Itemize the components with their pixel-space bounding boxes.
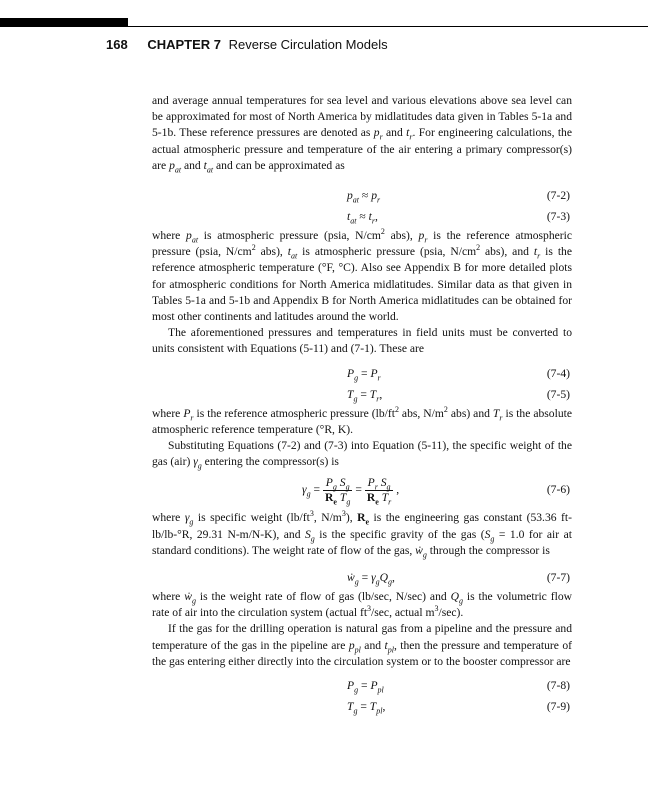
equation — [152, 470, 572, 510]
equation-number: (7-4) — [546, 366, 570, 380]
equation-number: (7-8) — [546, 679, 570, 693]
equation-body: $t_{at} \approx t_r$, — [347, 210, 378, 226]
equation — [152, 186, 572, 207]
equation-body: $P_g = P_r$ — [347, 366, 381, 382]
paragraph: where $P_r$ is the reference atmospheric pressure ($lb/ft^2$ abs, $N/m^2$ abs) and $T_r$ is the absolute atmospheric reference temperature (°R, K). — [152, 404, 572, 436]
page-number: 168 — [106, 37, 128, 52]
equation — [152, 676, 572, 697]
equation — [152, 568, 572, 589]
equation — [152, 364, 572, 385]
header-rule-bar — [0, 18, 128, 27]
paragraph: Substituting Equations (7-2) and (7-3) into Equation (5-11), the specific weight of the gas (air) $\gamma_g$ entering the compressor(s) is — [152, 439, 572, 471]
paragraph: where $\gamma_g$ is specific weight ($lb/ft^3$, $N/m^3$), $R_e$ is the engineering gas constant (53.36 ft-lb/lb-°R, 29.31 N-m/N-K), and $S_g$ is the specific gravity of the gas ($S_g = 1.0$ for air at standard conditions). The weight rate of flow of the gas, ẇ$_g$ through the compressor is — [152, 509, 572, 560]
equation-body: ẇ$_g$ = $\gamma_gQ_g$, — [347, 571, 395, 587]
equation-number: (7-3) — [546, 210, 570, 224]
running-header — [106, 37, 388, 52]
chapter-title: Reverse Circulation Models — [228, 37, 388, 52]
equation-body: $P_g = P_{pl}$ — [347, 679, 384, 695]
page-body — [152, 93, 572, 718]
equation-number: (7-5) — [546, 387, 570, 401]
paragraph: where $p_{at}$ is atmospheric pressure (psia, $N/cm^2$ abs), $p_r$ is the reference atmospheric pressure (psia, $N/cm^2$ abs), $t_{at}$ is atmospheric pressure (psia, $N/cm^2$ abs), and $t_r$ is the reference atmospheric temperature (°F, °C). Also see Appendix B for more detailed plots for atmospheric conditions for North America midlatitudes. Similar data as that given in Tables 5-1a and 5-1b and Appendix B for North America midlatitudes can be obtained for most other continents and latitudes around the world. — [152, 227, 572, 324]
equation-number: (7-2) — [546, 189, 570, 203]
equation-body: $p_{at} \approx p_r$ — [347, 189, 381, 205]
paragraph: If the gas for the drilling operation is natural gas from a pipeline and the pressure and temperature of the gas in the pipeline are $p_{pl}$ and $t_{pl}$, then the pressure and temperature of the gas entering either directly into the circulation system or to the booster compressor are — [152, 622, 572, 668]
equation — [152, 697, 572, 718]
paragraph: The aforementioned pressures and temperatures in field units must be converted to units consistent with Equations (5-11) and (7-1). These are — [152, 326, 572, 356]
paragraph: and average annual temperatures for sea level and various elevations above sea level can be approximated for most of North America by midlatitudes data given in Tables 5-1a and 5-1b. These reference pressures are denoted as $p_r$ and $t_r$. For engineering calculations, the actual atmospheric pressure and temperature of the air entering a primary compressor(s) are $p_{at}$ and $t_{at}$ and can be approximated as — [152, 94, 572, 175]
equation-number: (7-9) — [546, 700, 570, 714]
equation-body: $\gamma_g$ = $P_g$ $S_g$ $R_e$ $T_g$ = $P_r$ $S_g$ $R_e$ $T_r$ , — [302, 475, 400, 507]
header-rule-line — [128, 26, 648, 27]
equation — [152, 385, 572, 406]
chapter-label: CHAPTER 7 — [147, 37, 222, 52]
equation — [152, 207, 572, 228]
equation-body: $T_g = T_r$, — [347, 387, 383, 403]
equation-number: (7-7) — [546, 571, 570, 585]
equation-number: (7-6) — [546, 483, 570, 497]
equation-body: $T_g = T_{pl}$, — [347, 700, 386, 716]
paragraph: where ẇ$_g$ is the weight rate of flow of gas (lb/sec, N/sec) and $Q_g$ is the volumetric flow rate of air into the circulation system (actual $ft^3/\sec$, actual $m^3/\sec$). — [152, 590, 572, 620]
